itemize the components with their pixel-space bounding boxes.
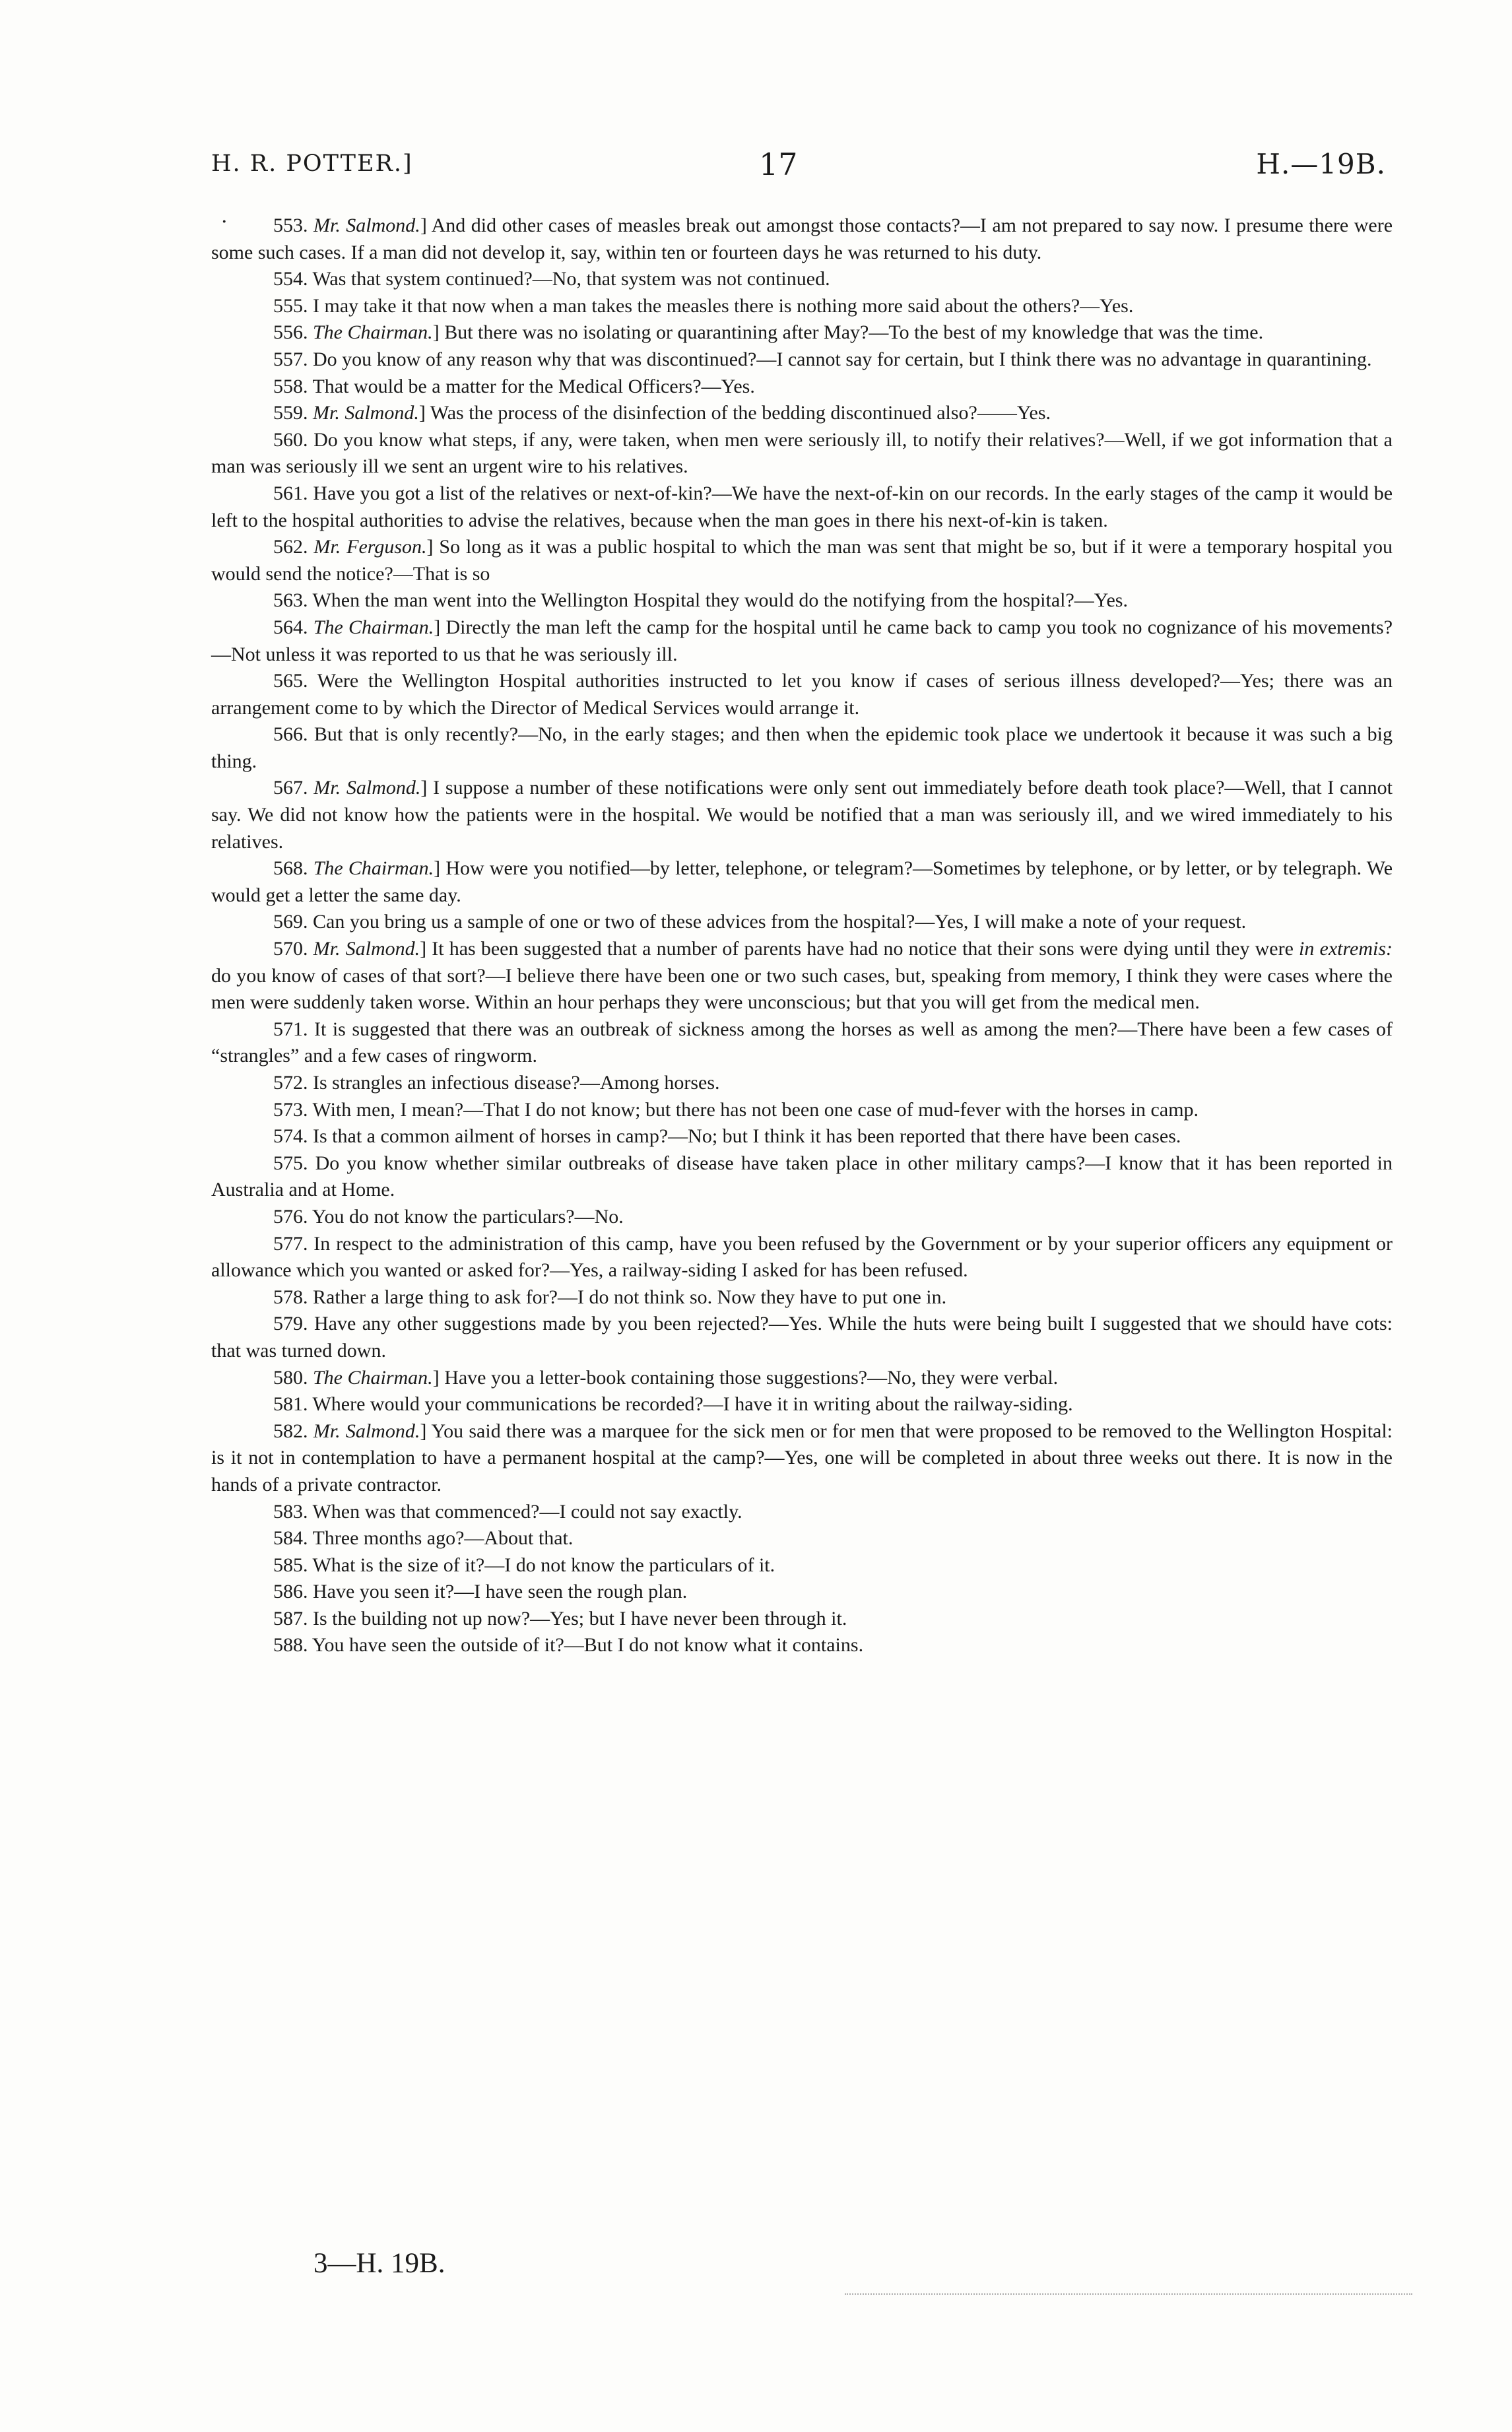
question-answer-text: You have seen the outside of it?—But I do not know what it contains. (312, 1634, 864, 1657)
question-answer-text: With men, I mean?—That I do not know; but there has not been one case of mud-fever with the horses in camp. (312, 1098, 1199, 1121)
question-number: 576. (273, 1205, 308, 1228)
transcript-body (211, 213, 1393, 1659)
question-paragraph (211, 1606, 1393, 1633)
question-paragraph (211, 1016, 1393, 1070)
question-paragraph: 564. The Chairman.] Directly the man left the camp for the hospital until he came back to camp you took no cognizance of his movements?—Not unless it was reported to us that he was seriously ill. (211, 616, 1393, 665)
question-paragraph: 568. The Chairman.] How were you notified—by letter, telephone, or telegram?—Sometimes by telephone, or by letter, or by telegraph. We would get a letter the same day. (211, 857, 1393, 906)
question-answer-text: Were the Wellington Hospital authorities instructed to let you know if cases of serious illness developed?—Yes; there was an arrangement come to by which the Director of Medical Services would arrange it. (211, 670, 1393, 719)
question-paragraph (211, 1391, 1393, 1418)
speaker-name: The Chairman. (313, 616, 434, 638)
question-paragraph (211, 1231, 1393, 1284)
question-answer-text: But that is only recently?—No, in the early stages; and then when the epidemic took place we undertook it because it was such a big thing. (211, 723, 1393, 772)
question-number: 555. (273, 294, 308, 317)
speaker-name: Mr. Salmond. (313, 1420, 420, 1442)
question-paragraph: 580. The Chairman.] Have you a letter-book containing those suggestions?—No, they were verbal. (273, 1366, 1059, 1389)
question-number: 573. (273, 1098, 308, 1121)
question-answer-text: But there was no isolating or quarantining after May?—To the best of my knowledge that was the time. (439, 321, 1264, 344)
question-paragraph (211, 1097, 1393, 1124)
question-paragraph: 582. Mr. Salmond.] You said there was a marquee for the sick men or for men that were proposed to be removed to the Wellington Hospital: is it not in contemplation to have a permanent hospital at the camp?—Yes, one will be completed in about three weeks out there. It is now in the hands of a private contractor. (211, 1420, 1393, 1495)
question-number: 574. (273, 1125, 308, 1148)
header-witness-name: H. R. POTTER.] (211, 150, 413, 177)
question-answer-text: Do you know what steps, if any, were taken, when men were seriously ill, to notify their relatives?—Well, if we got information that a man was seriously ill we sent an urgent wire to his relatives. (211, 428, 1393, 478)
question-number: 583. (273, 1500, 308, 1523)
question-paragraph: 562. Mr. Ferguson.] So long as it was a public hospital to which the man was sent that might be so, but if it were a temporary hospital you would send the notice?—That is so (211, 536, 1393, 585)
question-answer-text: Have you seen it?—I have seen the rough plan. (313, 1581, 688, 1603)
page-header (211, 147, 1386, 190)
question-paragraph (211, 1311, 1393, 1364)
question-paragraph (211, 346, 1393, 374)
question-answer-text: Do you know of any reason why that was discontinued?—I cannot say for certain, but I think there was no advantage in quarantining. (313, 348, 1372, 370)
question-answer-text: Can you bring us a sample of one or two of these advices from the hospital?—Yes, I will make a note of your request. (313, 911, 1247, 933)
question-number: 567. (273, 777, 308, 799)
question-number: 586. (273, 1581, 308, 1603)
question-number: 575. (273, 1152, 308, 1174)
question-number: 560. (273, 428, 308, 451)
speaker-name: Mr. Salmond. (313, 214, 420, 236)
question-answer-text: Is the building not up now?—Yes; but I have never been through it. (313, 1607, 847, 1629)
question-answer-text: That would be a matter for the Medical Officers?—Yes. (312, 375, 755, 397)
question-number: 569. (273, 911, 308, 933)
italic-phrase: in extremis: (1299, 938, 1393, 960)
question-paragraph: 559. Mr. Salmond.] Was the process of the disinfection of the bedding discontinued also?——Yes. (273, 402, 1051, 424)
question-number: 554. (273, 268, 308, 290)
question-number: 581. (273, 1393, 308, 1416)
question-number: 563. (273, 589, 308, 612)
question-paragraph (211, 293, 1393, 320)
question-number: 556. (273, 321, 308, 344)
question-paragraph (211, 266, 1393, 293)
question-paragraph (211, 1579, 1393, 1606)
question-paragraph (211, 427, 1393, 480)
question-number: 553. (273, 214, 308, 236)
question-number: 577. (273, 1232, 308, 1255)
question-answer-text: I suppose a number of these notifications were only sent out immediately before death took place?—Well, that I cannot say. We did not know how the patients were in the hospital. We would be notified that a man was seriously ill, and we wired immediately to his relatives. (211, 777, 1393, 853)
question-answer-text: You said there was a marquee for the sick men or for men that were proposed to be removed to the Wellington Hospital: is it not in contemplation to have a permanent hospital at the camp?—Yes, one will be completed in about three weeks out there. It is now in the hands of a private contractor. (211, 1420, 1393, 1495)
question-paragraph: 567. Mr. Salmond.] I suppose a number of these notifications were only sent out immediately before death took place?—Well, that I cannot say. We did not know how the patients were in the hospital. We would be notified that a man was seriously ill, and we wired immediately to his relatives. (211, 777, 1393, 853)
margin-mark: . (221, 205, 228, 228)
question-number: 580. (273, 1366, 308, 1389)
speaker-name: The Chairman. (313, 857, 434, 880)
question-number: 588. (273, 1634, 308, 1657)
speaker-name: The Chairman. (313, 321, 433, 344)
page-number: 17 (759, 147, 798, 182)
question-number: 570. (273, 938, 308, 960)
question-answer-text: What is the size of it?—I do not know the particulars of it. (312, 1554, 775, 1576)
question-number: 579. (273, 1313, 308, 1335)
question-answer-text: How were you notified—by letter, telephone, or telegram?—Sometimes by telephone, or by letter, or by telegraph. We would get a letter the same day. (211, 857, 1393, 906)
speaker-name: Mr. Salmond. (313, 938, 420, 960)
question-paragraph (211, 1632, 1393, 1659)
question-paragraph (211, 587, 1393, 614)
question-answer-text: When was that commenced?—I could not say exactly. (312, 1500, 742, 1523)
question-answer-text: And did other cases of measles break out amongst those contacts?—I am not prepared to say now. I presume there were some such cases. If a man did not develop it, say, within ten or fourteen days he was returned to his duty. (211, 214, 1393, 263)
question-paragraph: 570. Mr. Salmond.] It has been suggested that a number of parents have had no notice that their sons were dying until they were in extremis: do you know of cases of that sort?—I believe there have been one or two such cases, but, speaking from memory, I think they were cases where the men were suddenly taken worse. Within an hour perhaps they were unconscious; but that you will get from the medical men. (211, 938, 1393, 1014)
question-answer-text: Was the process of the disinfection of the bedding discontinued also?——Yes. (425, 402, 1051, 424)
question-answer-text: You do not know the particulars?—No. (312, 1205, 624, 1228)
question-number: 559. (273, 402, 308, 424)
question-number: 578. (273, 1286, 308, 1308)
question-answer-text: Directly the man left the camp for the hospital until he came back to camp you took no cognizance of his movements?—Not unless it was reported to us that he was seriously ill. (211, 616, 1393, 665)
question-answer-text: Is that a common ailment of horses in camp?—No; but I think it has been reported that there have been cases. (313, 1125, 1181, 1148)
question-answer-text-continued: do you know of cases of that sort?—I believe there have been one or two such cases, but, speaking from memory, I think they were cases where the men were suddenly taken worse. Within an hour perhaps they were unconscious; but that you will get from the medical men. (211, 964, 1393, 1014)
question-number: 568. (273, 857, 308, 880)
footer-signature-mark: 3—H. 19B. (313, 2248, 445, 2279)
question-number: 566. (273, 723, 308, 746)
question-answer-text: When the man went into the Wellington Hospital they would do the notifying from the hospital?—Yes. (312, 589, 1128, 612)
question-paragraph: 556. The Chairman.] But there was no isolating or quarantining after May?—To the best of my knowledge that was the time. (273, 321, 1264, 344)
question-number: 584. (273, 1527, 308, 1550)
question-paragraph (211, 1499, 1393, 1526)
question-answer-text: Was that system continued?—No, that system was not continued. (312, 268, 830, 290)
question-paragraph (211, 909, 1393, 936)
question-number: 565. (273, 670, 308, 692)
question-number: 572. (273, 1072, 308, 1094)
question-number: 585. (273, 1554, 308, 1576)
question-answer-text: Where would your communications be recorded?—I have it in writing about the railway-siding. (312, 1393, 1073, 1416)
question-paragraph (211, 1123, 1393, 1150)
question-paragraph (211, 1525, 1393, 1552)
question-answer-text: It is suggested that there was an outbreak of sickness among the horses as well as among the men?—There have been a few cases of “strangles” and a few cases of ringworm. (211, 1018, 1393, 1067)
scan-smudge (845, 2293, 1412, 2297)
question-answer-text: Have any other suggestions made by you been rejected?—Yes. While the huts were being built I suggested that we should have cots: that was turned down. (211, 1313, 1393, 1362)
question-paragraph (211, 480, 1393, 534)
question-answer-text: Do you know whether similar outbreaks of disease have taken place in other military camps?—I know that it has been reported in Australia and at Home. (211, 1152, 1393, 1201)
question-answer-text: Have you got a list of the relatives or next-of-kin?—We have the next-of-kin on our records. In the early stages of the camp it would be left to the hospital authorities to advise the relatives, because when the man goes in there his next-of-kin is taken. (211, 482, 1393, 531)
question-number: 571. (273, 1018, 308, 1040)
speaker-name: Mr. Ferguson. (313, 536, 427, 558)
question-answer-text: It has been suggested that a number of parents have had no notice that their sons were dying until they were (426, 938, 1299, 960)
question-answer-text: Is strangles an infectious disease?—Among horses. (313, 1072, 720, 1094)
question-answer-text: So long as it was a public hospital to which the man was sent that might be so, but if it were a temporary hospital you would send the notice?—That is so (211, 536, 1393, 585)
speaker-name: The Chairman. (313, 1366, 433, 1389)
question-paragraph: 553. Mr. Salmond.] And did other cases of measles break out amongst those contacts?—I am not prepared to say now. I presume there were some such cases. If a man did not develop it, say, within ten or fourteen days he was returned to his duty. (211, 214, 1393, 263)
question-number: 564. (273, 616, 308, 638)
question-number: 587. (273, 1607, 308, 1629)
question-paragraph (211, 1150, 1393, 1204)
question-paragraph (211, 1552, 1393, 1579)
question-paragraph (211, 1284, 1393, 1311)
speaker-name: Mr. Salmond. (313, 777, 421, 799)
question-paragraph (211, 1070, 1393, 1097)
question-number: 582. (273, 1420, 308, 1442)
question-answer-text: Rather a large thing to ask for?—I do not think so. Now they have to put one in. (313, 1286, 947, 1308)
question-answer-text: Three months ago?—About that. (312, 1527, 574, 1550)
question-answer-text: In respect to the administration of this camp, have you been refused by the Government or by your superior officers any equipment or allowance which you wanted or asked for?—Yes, a railway-siding I asked for has been refused. (211, 1232, 1393, 1282)
question-answer-text: Have you a letter-book containing those suggestions?—No, they were verbal. (439, 1366, 1059, 1389)
question-number: 557. (273, 348, 308, 370)
question-answer-text: I may take it that now when a man takes the measles there is nothing more said about the others?—Yes. (313, 294, 1134, 317)
question-paragraph (211, 374, 1393, 401)
question-paragraph (211, 668, 1393, 721)
question-paragraph (211, 721, 1393, 775)
speaker-name: Mr. Salmond. (313, 402, 419, 424)
question-paragraph (211, 1204, 1393, 1231)
question-number: 561. (273, 482, 308, 504)
question-number: 562. (273, 536, 308, 558)
document-reference: H.—19B. (1256, 148, 1386, 180)
question-number: 558. (273, 375, 308, 397)
